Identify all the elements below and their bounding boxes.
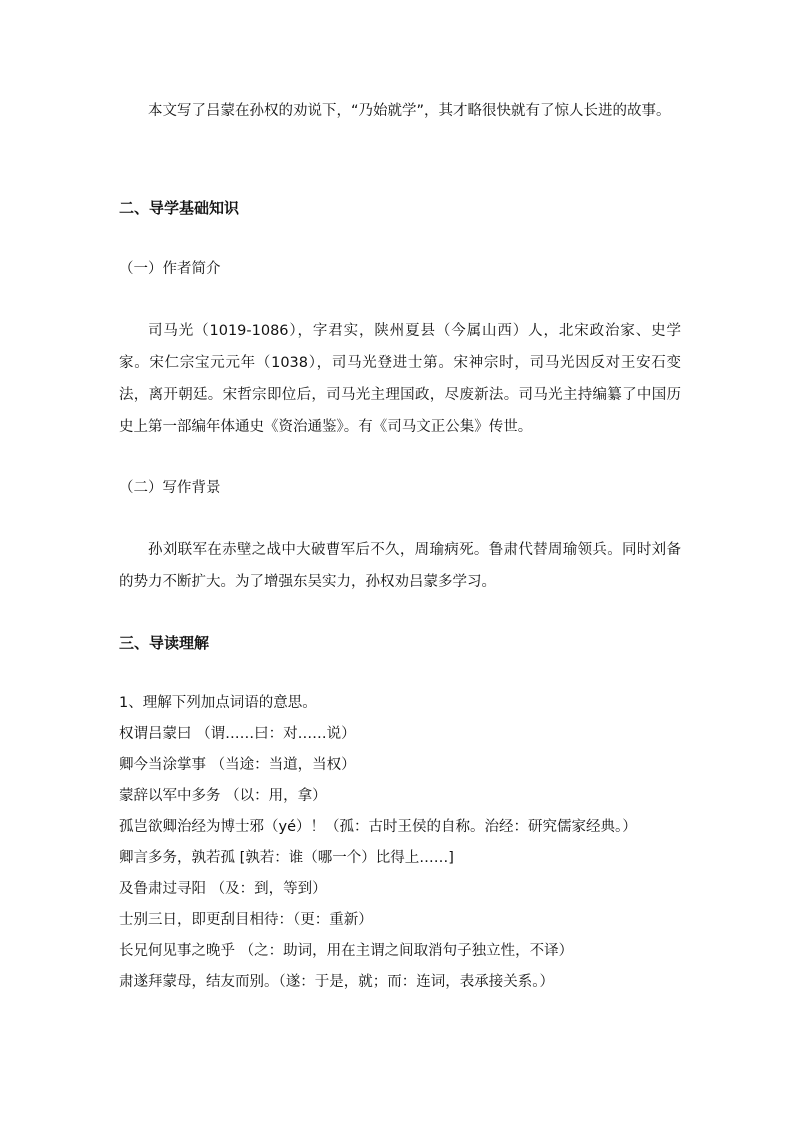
list-item: 蒙辞以军中多务 （以：用，拿） bbox=[119, 788, 327, 804]
list-item: 及鲁肃过寻阳 （及：到，等到） bbox=[119, 881, 327, 897]
list-item: 肃遂拜蒙母，结友而别。（遂：于是，就；而：连词，表承接关系。） bbox=[119, 974, 554, 990]
list-item: 士别三日，即更刮目相待：（更：重新） bbox=[119, 912, 373, 928]
question-prompt: 1、理解下列加点词语的意思。 bbox=[119, 695, 317, 711]
author-paragraph: 司马光（1019-1086），字君实，陕州夏县（今属山西）人，北宋政治家、史学家。宋仁宗宝元元年（1038），司马光登进士第。宋神宗时，司马光因反对王安石变法，离开朝廷。宋哲宗即位后，司马光主理国政，尽废新法。司马光主持编纂了中国历史上第一部编年体通史《资治通鉴》。有《司马文正公集》传世。 bbox=[119, 323, 681, 435]
background-paragraph: 孙刘联军在赤壁之战中大破曹军后不久，周瑜病死。鲁肃代替周瑜领兵。同时刘备的势力不断扩大。为了增强东吴实力，孙权劝吕蒙多学习。 bbox=[119, 542, 681, 590]
list-item: 孤岂欲卿治经为博士邪（yé）！（孤：古时王侯的自称。治经：研究儒家经典。） bbox=[119, 819, 637, 835]
intro-paragraph: 本文写了吕蒙在孙权的劝说下，“乃始就学”，其才略很快就有了惊人长进的故事。 bbox=[148, 103, 671, 119]
list-item: 卿今当涂掌事 （当途：当道，当权） bbox=[119, 757, 356, 773]
subheading-author-intro: （一）作者简介 bbox=[119, 261, 221, 277]
list-item: 权谓吕蒙曰 （谓……曰：对……说） bbox=[119, 726, 356, 742]
vocabulary-list bbox=[119, 688, 681, 998]
subheading-writing-background: （二）写作背景 bbox=[119, 480, 221, 496]
section-heading-basic-knowledge: 二、导学基础知识 bbox=[119, 199, 240, 217]
section-heading-reading-comprehension: 三、导读理解 bbox=[119, 634, 210, 652]
list-item: 长兄何见事之晚乎 （之：助词，用在主谓之间取消句子独立性，不译） bbox=[119, 943, 574, 959]
list-item: 卿言多务，孰若孤 [孰若：谁（哪一个）比得上……] bbox=[119, 850, 454, 866]
